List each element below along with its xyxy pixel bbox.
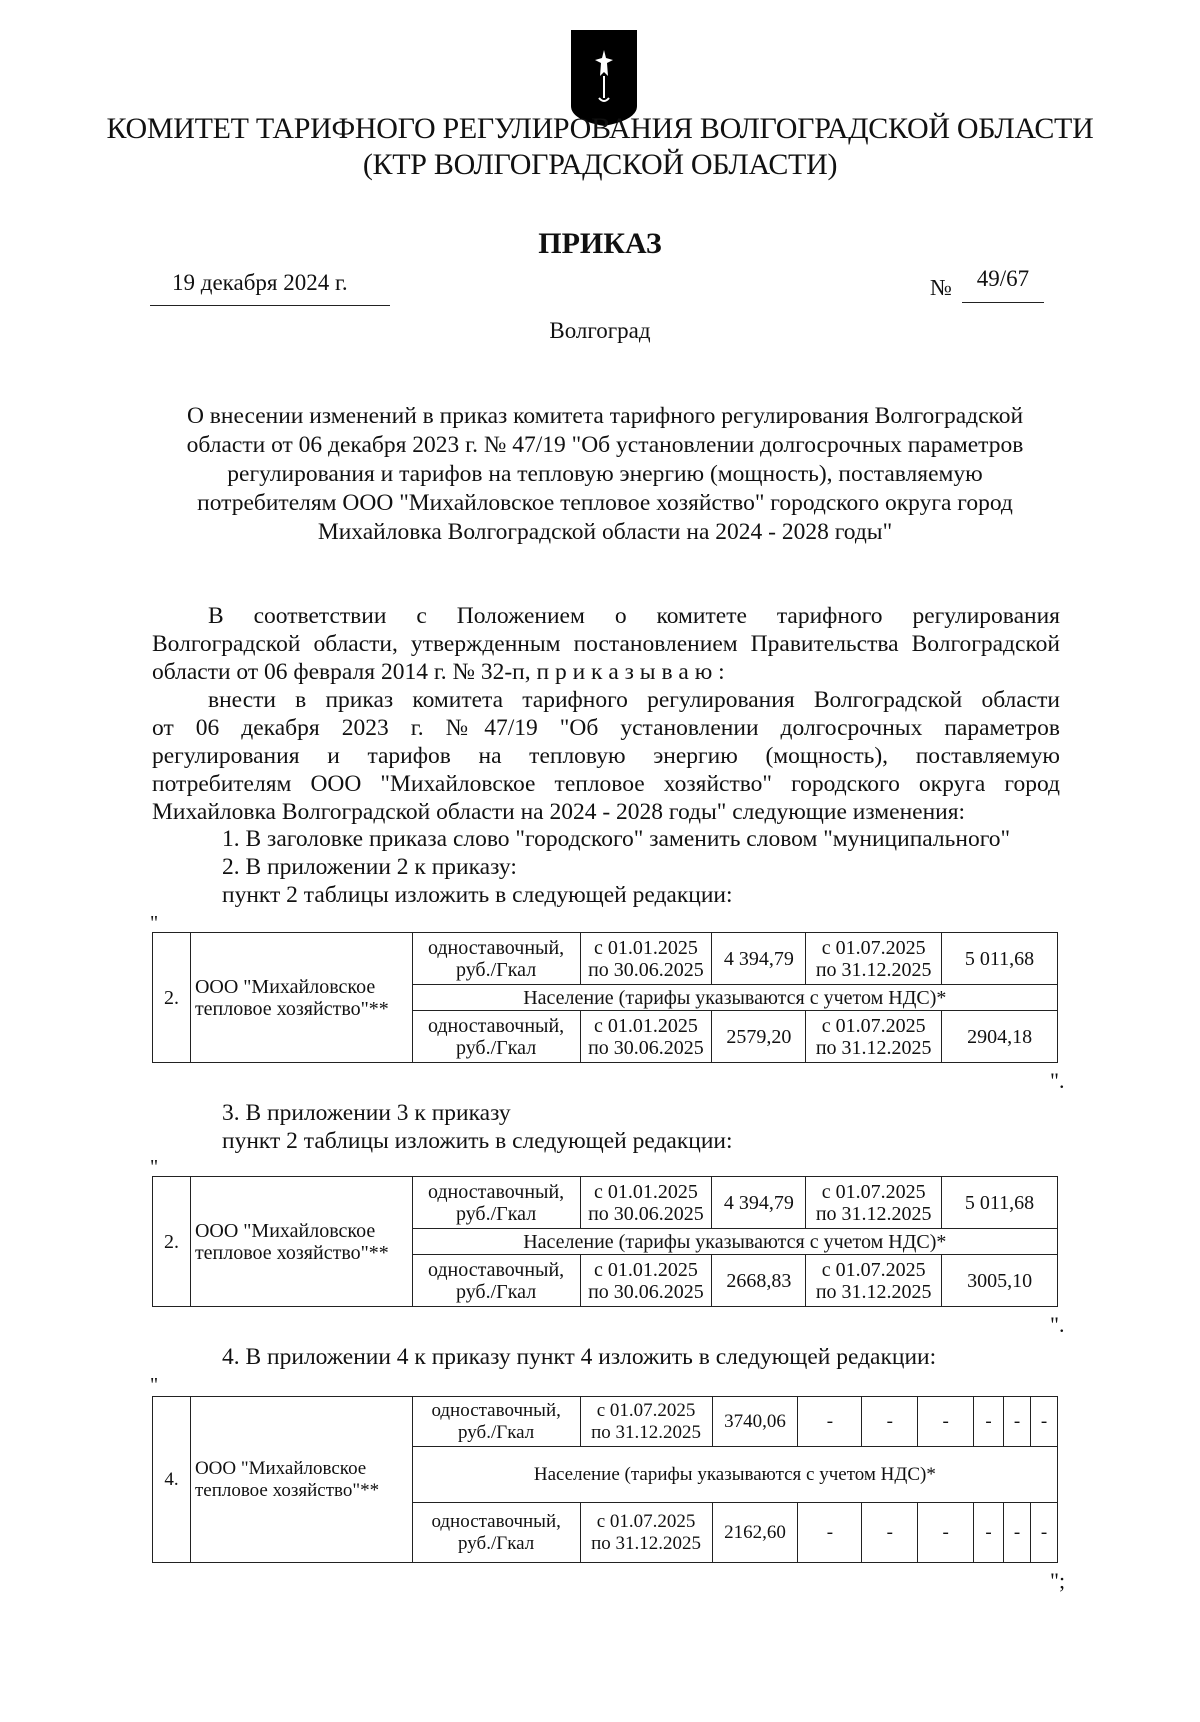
preamble-line: В соответствии с Положением о комитете тарифного регулирования xyxy=(208,603,1060,629)
order-subject xyxy=(150,402,1060,547)
period: с 01.07.2025 по 31.12.2025 xyxy=(580,1397,712,1447)
preamble-line: Волгоградской области, утвержденным постановлением Правительства Волгоградской xyxy=(152,631,1060,657)
period: с 01.01.2025 по 30.06.2025 xyxy=(580,1177,712,1229)
subject-line: О внесении изменений в приказ комитета тарифного регулирования Волгоградской xyxy=(186,403,1024,429)
tariff-table-3 xyxy=(152,1396,1058,1563)
period: с 01.01.2025 по 30.06.2025 xyxy=(580,1255,712,1307)
subject-line: области от 06 декабря 2023 г. № 47/19 "Об установлении долгосрочных параметров xyxy=(186,432,1024,458)
tariff-value: 2579,20 xyxy=(712,1011,806,1063)
empty-cell: - xyxy=(798,1397,862,1447)
order-date: 19 декабря 2024 г. xyxy=(150,270,390,306)
end-quote: "; xyxy=(1050,1568,1066,1593)
tariff-value: 3005,10 xyxy=(942,1255,1058,1307)
row-number: 2. xyxy=(153,1177,191,1307)
item-1: 1. В заголовке приказа слово "городского" заменить словом "муниципального" xyxy=(222,826,1011,852)
empty-cell: - xyxy=(1030,1503,1057,1563)
empty-cell: - xyxy=(798,1503,862,1563)
subject-line: потребителям ООО "Михайловское тепловое хозяйство" городского округа город xyxy=(197,490,1013,516)
number-sign: № xyxy=(930,275,952,300)
rate-type: одноставочный, руб./Гкал xyxy=(412,1255,580,1307)
period: с 01.01.2025 по 30.06.2025 xyxy=(580,933,712,985)
period: с 01.07.2025 по 31.12.2025 xyxy=(806,1255,942,1307)
organization: ООО "Михайловское тепловое хозяйство"** xyxy=(190,1397,412,1563)
rate-type: одноставочный, руб./Гкал xyxy=(412,1503,580,1563)
period: с 01.07.2025 по 31.12.2025 xyxy=(806,1177,942,1229)
period: с 01.07.2025 по 31.12.2025 xyxy=(806,933,942,985)
organization: ООО "Михайловское тепловое хозяйство"** xyxy=(190,1177,412,1307)
preamble-line: области от 06 февраля 2014 г. № 32-п, п р и к а з ы в а ю : xyxy=(152,659,725,685)
end-quote: ". xyxy=(1050,1068,1065,1093)
population-header: Население (тарифы указываются с учетом НДС)* xyxy=(412,1447,1057,1503)
tariff-value: 2668,83 xyxy=(712,1255,806,1307)
subject-line: регулирования и тарифов на тепловую энергию (мощность), поставляемую xyxy=(227,461,983,487)
tariff-value: 4 394,79 xyxy=(712,1177,806,1229)
item-4: 4. В приложении 4 к приказу пункт 4 изложить в следующей редакции: xyxy=(222,1344,937,1370)
tariff-table-2 xyxy=(152,1176,1058,1307)
open-quote: " xyxy=(150,1156,159,1178)
empty-cell: - xyxy=(862,1397,918,1447)
row-number: 2. xyxy=(153,933,191,1063)
open-quote: " xyxy=(150,1374,159,1396)
population-header: Население (тарифы указываются с учетом НДС)* xyxy=(412,1229,1057,1255)
rate-type: одноставочный, руб./Гкал xyxy=(412,1397,580,1447)
period: с 01.07.2025 по 31.12.2025 xyxy=(580,1503,712,1563)
empty-cell: - xyxy=(918,1397,974,1447)
item-3: 3. В приложении 3 к приказу xyxy=(222,1100,511,1126)
tariff-value: 3740,06 xyxy=(712,1397,798,1447)
order-line: Михайловка Волгоградской области на 2024 - 2028 годы" следующие изменения: xyxy=(152,799,966,825)
open-quote: " xyxy=(150,912,159,934)
rate-type: одноставочный, руб./Гкал xyxy=(412,933,580,985)
preamble xyxy=(152,602,1060,686)
empty-cell: - xyxy=(1030,1397,1057,1447)
empty-cell: - xyxy=(1004,1503,1031,1563)
city: Волгоград xyxy=(549,318,651,343)
tariff-value: 5 011,68 xyxy=(942,1177,1058,1229)
period: с 01.07.2025 по 31.12.2025 xyxy=(806,1011,942,1063)
empty-cell: - xyxy=(974,1397,1004,1447)
item-2: 2. В приложении 2 к приказу: xyxy=(222,854,517,880)
empty-cell: - xyxy=(1004,1397,1031,1447)
subject-line: Михайловка Волгоградской области на 2024 - 2028 годы" xyxy=(317,519,893,545)
rate-type: одноставочный, руб./Гкал xyxy=(412,1177,580,1229)
org-name-line2: (КТР ВОЛГОГРАДСКОЙ ОБЛАСТИ) xyxy=(362,148,838,181)
tariff-table-1 xyxy=(152,932,1058,1063)
end-quote: ". xyxy=(1050,1312,1065,1337)
order-number: 49/67 xyxy=(962,266,1044,303)
empty-cell: - xyxy=(974,1503,1004,1563)
item-3-sub: пункт 2 таблицы изложить в следующей редакции: xyxy=(222,1128,733,1154)
rate-type: одноставочный, руб./Гкал xyxy=(412,1011,580,1063)
org-name-line1: КОМИТЕТ ТАРИФНОГО РЕГУЛИРОВАНИЯ ВОЛГОГРАДСКОЙ ОБЛАСТИ xyxy=(106,112,1094,145)
order-line: регулирования и тарифов на тепловую энергию (мощность), поставляемую xyxy=(152,743,1060,769)
order-line: от 06 декабря 2023 г. №47/19 "Об установлении долгосрочных параметров xyxy=(152,715,1060,741)
order-line: потребителям ООО "Михайловское тепловое хозяйство" городского округа город xyxy=(152,771,1060,797)
order-text xyxy=(152,686,1060,826)
empty-cell: - xyxy=(862,1503,918,1563)
tariff-value: 5 011,68 xyxy=(942,933,1058,985)
empty-cell: - xyxy=(918,1503,974,1563)
population-header: Население (тарифы указываются с учетом НДС)* xyxy=(412,985,1057,1011)
tariff-value: 2904,18 xyxy=(942,1011,1058,1063)
period: с 01.01.2025 по 30.06.2025 xyxy=(580,1011,712,1063)
item-2-sub: пункт 2 таблицы изложить в следующей редакции: xyxy=(222,882,733,908)
organization: ООО "Михайловское тепловое хозяйство"** xyxy=(190,933,412,1063)
doc-type-title: ПРИКАЗ xyxy=(538,227,662,260)
order-line: внести в приказ комитета тарифного регулирования Волгоградской области xyxy=(208,687,1060,713)
row-number: 4. xyxy=(153,1397,191,1563)
tariff-value: 2162,60 xyxy=(712,1503,798,1563)
tariff-value: 4 394,79 xyxy=(712,933,806,985)
